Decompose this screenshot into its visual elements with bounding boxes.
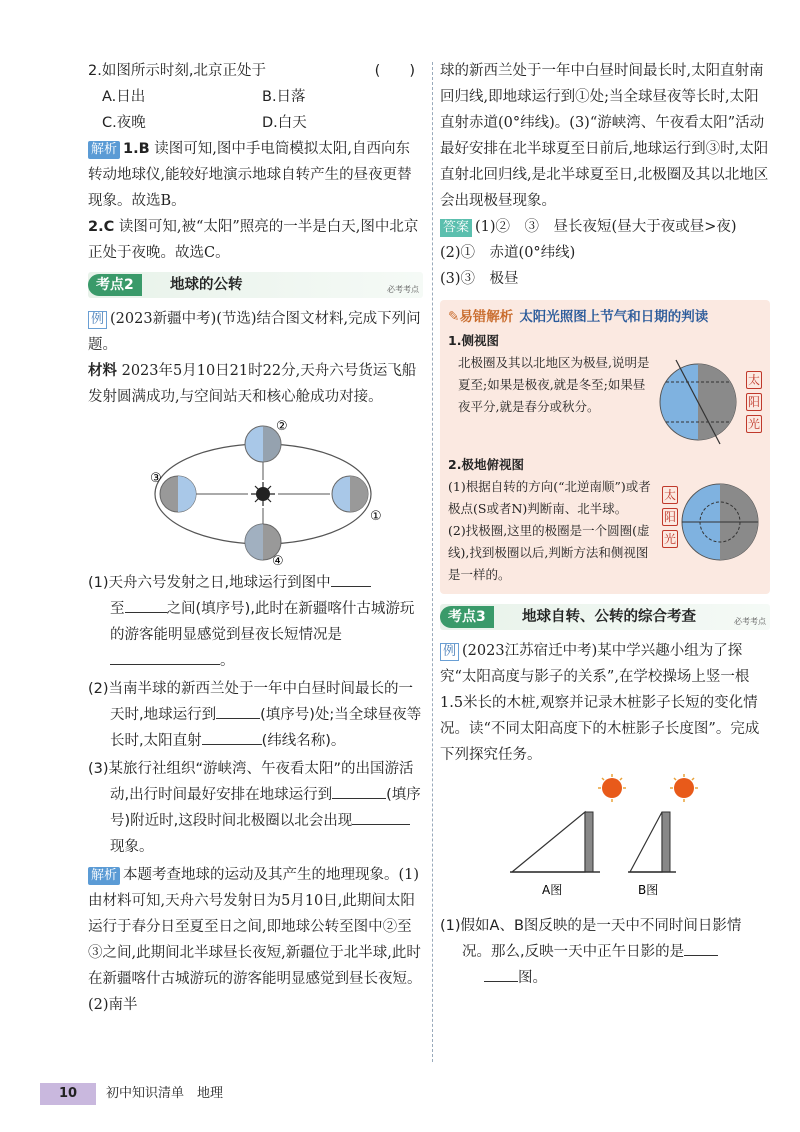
footer-title: 初中知识清单 地理 — [106, 1086, 224, 1101]
analysis-1-number: 1.B — [123, 141, 150, 157]
figure-a — [510, 774, 626, 897]
options-row-1 — [88, 84, 423, 110]
sub-question-1-part-c: 之间(填序号),此时在新疆喀什古城游玩的游客能明显感觉到昼夜长短情况是 — [110, 601, 415, 643]
example-intro-text: (2023新疆中考)(节选)结合图文材料,完成下列问题。 — [88, 311, 421, 353]
figure-b — [628, 774, 698, 897]
task-question-1-end: 图。 — [518, 970, 547, 986]
question-2-paren: ( ) — [374, 63, 415, 79]
error-analysis-heading: 太阳光照图上节气和日期的判读 — [519, 309, 709, 325]
analysis-2 — [88, 214, 423, 266]
sub-question-2-part-c: (纬线名称)。 — [261, 733, 346, 749]
sub-question-1-part-b: 至 — [110, 601, 125, 617]
figure-a-label: A图 — [542, 883, 563, 897]
side-view-row — [448, 352, 762, 452]
error-analysis-title — [448, 306, 762, 328]
polar-view-text-2: (2)找极圈,这里的极圈是一个圆圈(虚线),找到极圈以后,判断方法和侧视图是一样的。 — [448, 523, 650, 582]
shadow-diagram — [440, 774, 770, 904]
analysis-continued: 球的新西兰处于一年中白昼时间最长时,太阳直射南回归线,即地球运行到①处;当全球昼夜等长时,太阳直射赤道(0°纬线)。(3)“游峡湾、午夜看太阳”活动最好安排在北半球夏至日前后,地球运行到③时,太阳直射北回归线,是北半球夏至日,北极圈及其以北地区会出现极昼现象。 — [440, 63, 769, 209]
pole-a — [585, 812, 593, 872]
kaodian-3-title: 地球自转、公转的综合考查 — [522, 609, 696, 625]
side-view-heading: 1.侧视图 — [448, 333, 499, 348]
side-view-text: 北极圈及其以北地区为极昼,说明是夏至;如果是极夜,就是冬至;如果昼夜平分,就是春分或秋分。 — [458, 355, 650, 414]
sub-question-3-part-a: (3)某旅行社组织“游峡湾、午夜看太阳”的出国游活动,出行时间最好安排在地球运行到 — [88, 761, 414, 803]
material — [88, 358, 423, 410]
option-d: D.白天 — [262, 115, 307, 131]
question-2 — [88, 58, 423, 84]
sub-question-2 — [88, 676, 423, 754]
label-2: ② — [276, 419, 288, 434]
earth-right-icon — [332, 476, 368, 512]
answer-2: (2)① 赤道(0°纬线) — [440, 245, 576, 261]
sub-question-3-part-c: 现象。 — [110, 839, 154, 855]
answer-3: (3)③ 极昼 — [440, 271, 519, 287]
material-text: 2023年5月10日21时22分,天舟六号货运飞船发射圆满成功,与空间站天和核心舱成功对接。 — [88, 363, 417, 405]
orbit-diagram — [88, 416, 423, 566]
task-question-1-text: (1)假如A、B图反映的是一天中不同时间日影情况。那么,反映一天中正午日影的是 — [440, 918, 742, 960]
example-2-tag: 例 — [440, 643, 459, 661]
sun-rays-icon — [251, 482, 275, 506]
must-test-badge: 必考考点 — [387, 285, 419, 294]
sub-question-1-part-d: 。 — [220, 653, 235, 669]
polar-view-row — [448, 476, 762, 586]
polar-sun-char-1: 太 — [663, 488, 676, 502]
kaodian-3-label: 考点3 — [440, 606, 494, 628]
option-a: A.日出 — [102, 89, 146, 105]
sun-char-2: 阳 — [747, 395, 760, 409]
blank-3b[interactable] — [352, 809, 410, 825]
option-c: C.夜晚 — [102, 115, 146, 131]
blank-1a[interactable] — [331, 571, 371, 587]
polar-view-heading: 2.极地俯视图 — [448, 457, 524, 472]
blank-task-1b[interactable] — [484, 966, 518, 982]
example-2-text: (2023江苏宿迁中考)某中学兴趣小组为了探究“太阳高度与影子的关系”,在学校操场上竖一根1.5米长的木桩,观察并记录木桩影子长短的变化情况。读“不同太阳高度下的木桩影子长度图”。完成下列探究任务。 — [440, 643, 760, 763]
error-analysis-label: 易错解析 — [459, 309, 514, 325]
polar-view-text — [448, 476, 662, 586]
blank-3a[interactable] — [332, 783, 386, 799]
lightbulb-icon: ✎ — [448, 309, 460, 325]
kaodian-2-title: 地球的公转 — [170, 277, 243, 293]
analysis-3-tag: 解析 — [88, 867, 120, 885]
blank-2b[interactable] — [202, 729, 262, 745]
shadow-a — [512, 812, 585, 872]
error-analysis-box — [440, 300, 770, 594]
label-4: ④ — [272, 554, 284, 566]
task-question-1 — [440, 913, 770, 991]
analysis-3-text: 本题考查地球的运动及其产生的地理现象。(1)由材料可知,天舟六号发射日为5月10日,此期间太阳运行于春分日至夏至日之间,即地球公转至图中②至③之间,此期间北半球昼长夜短,新疆位于北半球,此时在新疆喀什古城游玩的游客能明显感觉到昼长夜短。(2)南半 — [88, 867, 422, 1013]
sub-question-1 — [88, 570, 423, 674]
analysis-3 — [88, 862, 423, 1018]
figure-b-label: B图 — [638, 883, 659, 897]
sub-question-2-part-a: (2)当南半球的新西兰处于一年中白昼时间最长的一天时,地球运行到 — [88, 681, 414, 723]
polar-view-text-1: (1)根据自转的方向(“北逆南顺”)或者极点(S或者N)判断南、北半球。 — [448, 479, 651, 516]
pole-b — [662, 812, 670, 872]
answer-1 — [440, 214, 770, 240]
answer-1-text: (1)② ③ 昼长夜短(昼大于夜或昼>夜) — [475, 219, 737, 235]
blank-task-1[interactable] — [684, 940, 718, 956]
kaodian-3-bar — [440, 604, 770, 630]
orbit-svg — [88, 416, 423, 566]
polar-sun-char-3: 光 — [663, 532, 676, 546]
blank-2a[interactable] — [216, 703, 260, 719]
label-1: ① — [370, 509, 382, 524]
example-intro — [88, 306, 423, 358]
kaodian-2-label: 考点2 — [88, 274, 142, 296]
sun-char-1: 太 — [747, 373, 760, 387]
polar-sun-label — [662, 484, 678, 586]
sub-question-1-part-a: (1)天舟六号发射之日,地球运行到图中 — [88, 575, 331, 591]
sub-question-2-part-b: (填序号)处;当全球昼夜等长时,太阳直射 — [110, 707, 422, 749]
blank-1c[interactable] — [110, 649, 220, 665]
must-test-badge-2: 必考考点 — [734, 617, 766, 626]
options-row-2 — [88, 110, 423, 136]
sun-rays-label — [746, 352, 762, 452]
material-label: 材料 — [88, 363, 117, 379]
sun-char-3: 光 — [747, 417, 760, 431]
option-b: B.日落 — [262, 89, 306, 105]
blank-1b[interactable] — [125, 597, 167, 613]
analysis-2-number: 2.C — [88, 219, 115, 235]
polar-sun-char-2: 阳 — [663, 510, 676, 524]
polar-view-globe-icon — [678, 476, 762, 576]
left-column — [88, 58, 423, 1018]
analysis-2-text: 读图可知,被“太阳”照亮的一半是白天,图中北京正处于夜晚。故选C。 — [88, 219, 419, 261]
sun-a-icon — [602, 778, 622, 798]
shadow-b — [630, 812, 662, 872]
right-column — [440, 58, 770, 991]
answer-tag: 答案 — [440, 219, 472, 237]
example-2 — [440, 638, 770, 768]
label-3: ③ — [150, 471, 162, 486]
side-view-globe-icon — [656, 352, 746, 452]
column-divider — [432, 62, 433, 1062]
sub-question-3 — [88, 756, 423, 860]
analysis-1 — [88, 136, 423, 214]
analysis-1-text: 读图可知,图中手电筒模拟太阳,自西向东转动地球仪,能较好地演示地球自转产生的昼夜更替现象。故选B。 — [88, 141, 412, 209]
analysis-tag: 解析 — [88, 141, 120, 159]
page-number: 10 — [40, 1083, 96, 1105]
sun-b-icon — [674, 778, 694, 798]
example-tag: 例 — [88, 311, 107, 329]
earth-left-icon — [160, 476, 196, 512]
kaodian-2-bar — [88, 272, 423, 298]
question-2-text: 2.如图所示时刻,北京正处于 — [88, 63, 266, 79]
sub-question-3-part-b: (填序号)附近时,这段时间北极圈以北会出现 — [110, 787, 421, 829]
